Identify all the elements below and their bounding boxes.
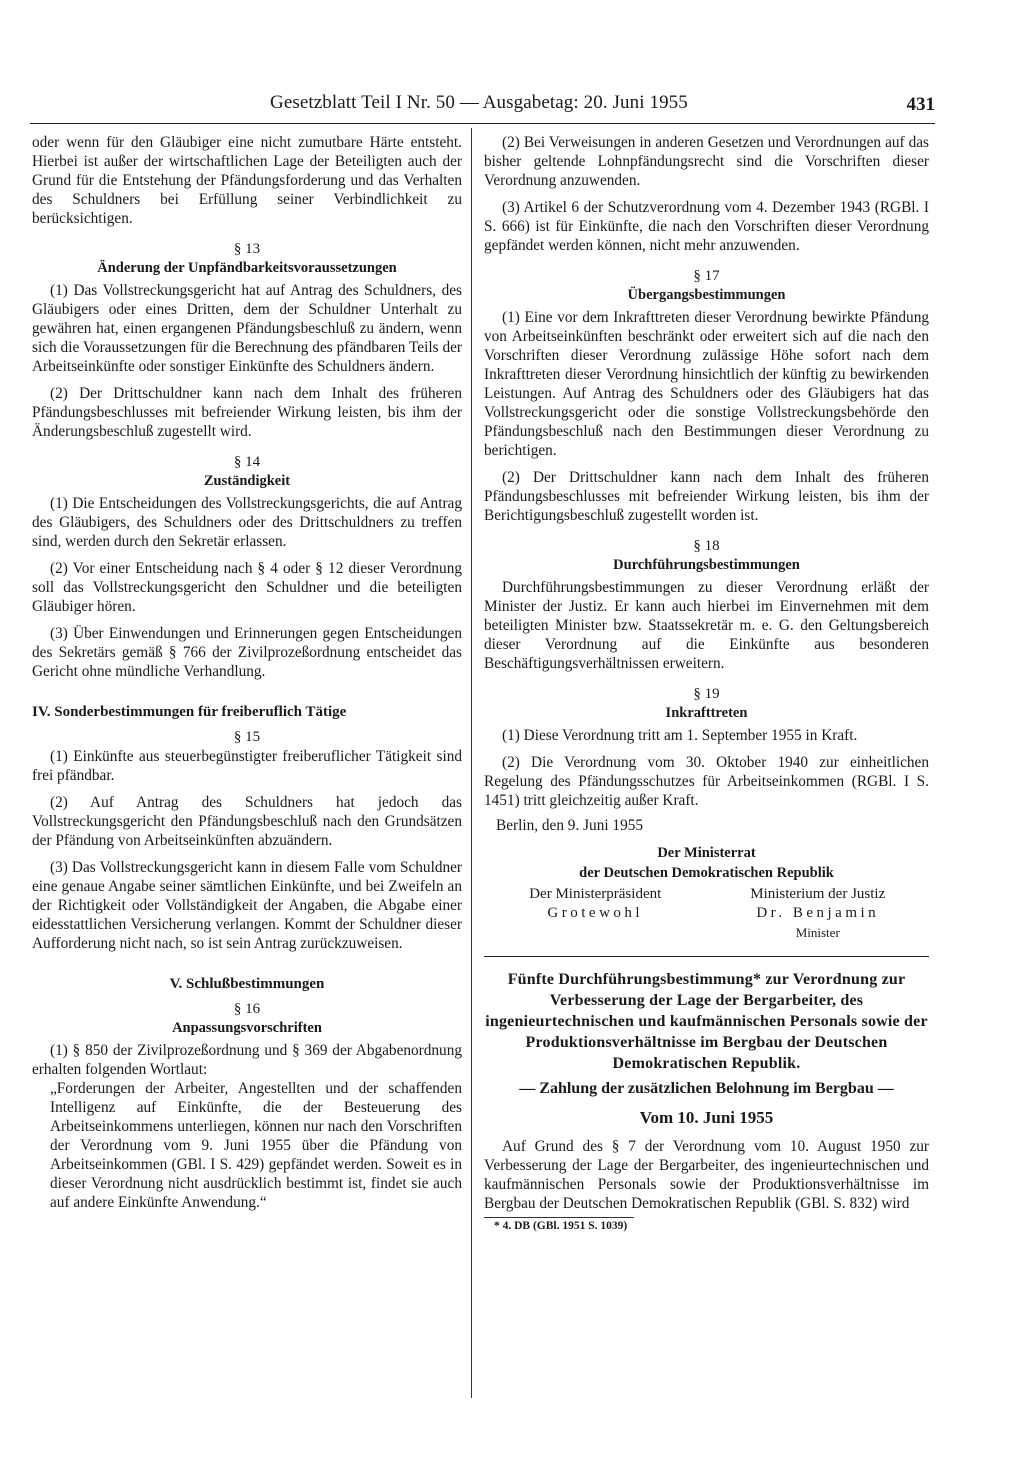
left-column bbox=[32, 133, 462, 1212]
section-17-paragraph-2: (2) Der Drittschuldner kann nach dem Inhalt des früheren Pfändungsbeschlusses mit befreiender Wirkung leisten, bis ihm der Berichtigungsbeschluß zugestellt worden ist. bbox=[484, 469, 929, 524]
header-title: Gesetzblatt Teil I Nr. 50 — Ausgabetag: 20. Juni 1955 bbox=[270, 92, 688, 113]
header-rule bbox=[30, 123, 935, 124]
signer-2-name: Dr. Benjamin bbox=[756, 905, 880, 921]
footnote: * 4. DB (GBl. 1951 S. 1039) bbox=[494, 1220, 628, 1232]
column-divider bbox=[471, 128, 472, 1398]
signer-justice-ministry bbox=[707, 885, 930, 942]
page-header bbox=[30, 90, 935, 124]
section-15-paragraph-2: (2) Auf Antrag des Schuldners hat jedoch das Vollstreckungsgericht den Pfändungsbeschluß nach den Grundsätzen der Pfändung von Arbeitseinkünften abzuändern. bbox=[32, 794, 462, 849]
section-18-number: § 18 bbox=[693, 538, 720, 554]
section-14-paragraph-1: (1) Die Entscheidungen des Vollstreckungsgerichts, die auf Antrag des Gläubigers, des Schuldners oder des Drittschuldners zu treffen sind, werden durch den Sekretär erlassen. bbox=[32, 495, 462, 550]
section-16-paragraph-2: (2) Bei Verweisungen in anderen Gesetzen und Verordnungen auf das bisher geltende Lohnpfändungsrecht sind die Vorschriften dieser Verordnung anzuwenden. bbox=[484, 134, 929, 189]
section-19-paragraph-1: (1) Diese Verordnung tritt am 1. September 1955 in Kraft. bbox=[502, 727, 858, 744]
section-13-paragraph-2: (2) Der Drittschuldner kann nach dem Inhalt des früheren Pfändungsbeschlusses mit befreiender Wirkung leisten, bis ihm der Änderungsbeschluß zugestellt wird. bbox=[32, 385, 462, 440]
part-5-title: V. Schlußbestimmungen bbox=[169, 976, 325, 992]
intro-paragraph: oder wenn für den Gläubiger eine nicht zumutbare Härte entsteht. Hierbei ist außer der wirtschaftlichen Lage der Beteiligten auch der Grund für die Entstehung der Pfändungsforderung und das Verhalten des Schuldners bei Erfüllung seiner Verbindlichkeit zu berücksichtigen. bbox=[32, 134, 462, 227]
section-13-paragraph-1: (1) Das Vollstreckungsgericht hat auf Antrag des Schuldners, des Gläubigers oder eines Dritten, dem der Schuldner Unterhalt zu gewähren hat, einen ergangenen Pfändungsbeschluß zu ändern, wenn sich die Voraussetzungen für die Berechnung des pfändbaren Teils der Arbeitseinkünfte oder sonstiger Einkünfte des Schuldners ändern. bbox=[32, 282, 462, 375]
council-heading bbox=[484, 843, 929, 883]
section-rule bbox=[484, 956, 929, 957]
part-4-title: IV. Sonderbestimmungen für freiberuflich Tätige bbox=[32, 704, 347, 720]
page-number: 431 bbox=[906, 94, 935, 115]
section-19-paragraph-2: (2) Die Verordnung vom 30. Oktober 1940 zur einheitlichen Regelung des Pfändungsschutzes für Arbeitseinkommen (RGBl. I S. 1451) tritt gleichzeitig außer Kraft. bbox=[484, 754, 929, 809]
section-13-number: § 13 bbox=[233, 241, 261, 257]
section-16-quote: „Forderungen der Arbeiter, Angestellten und der schaffenden Intelligenz auf Einkünfte, die der Besteuerung des Arbeitseinkommens unterliegen, können nur nach den Vorschriften der Verordnung vom 9. Juni 1955 über die Pfändung von Arbeitseinkommen (GBl. I S. 429) gepfändet werden. Soweit es in dieser Verordnung nicht ausdrücklich bestimmt ist, findet sie auch auf andere Einkünfte Anwendung.“ bbox=[50, 1080, 462, 1211]
section-19-number: § 19 bbox=[693, 686, 720, 702]
section-17-paragraph-1: (1) Eine vor dem Inkrafttreten dieser Verordnung bewirkte Pfändung von Arbeitseinkünften beschränkt oder erweitert sich auf die nach den Vorschriften dieser Verordnung zulässige Höhe sofort nach dem Inkrafttreten dieser Verordnung hinsichtlich der künftig zu bewirkenden Leistungen. Auf Antrag des Schuldners oder des Gläubigers hat das Vollstreckungsgericht oder die sonstige Vollstreckungsbehörde den Pfändungsbeschluß nach den Bestimmungen dieser Verordnung zu berichtigen. bbox=[484, 309, 929, 459]
section-14-title: Zuständigkeit bbox=[203, 473, 291, 489]
decree-subtitle: — Zahlung der zusätzlichen Belohnung im Bergbau — bbox=[519, 1080, 894, 1097]
signer-2-role: Ministerium der Justiz bbox=[750, 886, 886, 902]
section-16-paragraph-3: (3) Artikel 6 der Schutzverordnung vom 4. Dezember 1943 (RGBl. I S. 666) ist für Einkünfte, die nach den Vorschriften dieser Verordnung gepfändet werden können, nicht mehr anzuwenden. bbox=[484, 199, 929, 254]
section-16-title: Anpassungsvorschriften bbox=[172, 1020, 322, 1036]
place-date: Berlin, den 9. Juni 1955 bbox=[496, 817, 644, 834]
decree-date: Vom 10. Juni 1955 bbox=[639, 1108, 774, 1127]
section-17-number: § 17 bbox=[693, 268, 720, 284]
section-18-paragraph-1: Durchführungsbestimmungen zu dieser Verordnung erläßt der Minister der Justiz. Er kann auch hierbei im Einvernehmen mit dem beteiligten Minister bzw. Staatssekretär m. e. G. den Geltungsbereich dieser Verordnung auf die Einkünfte aus besonderen Beschäftigungsverhältnissen erweitern. bbox=[484, 579, 929, 672]
section-16-number: § 16 bbox=[233, 1001, 261, 1017]
signer-1-role: Der Ministerpräsident bbox=[529, 886, 662, 902]
council-line-1: Der Ministerrat bbox=[657, 845, 756, 861]
section-14-paragraph-2: (2) Vor einer Entscheidung nach § 4 oder § 12 dieser Verordnung soll das Vollstreckungsgericht den Schuldner und die beteiligten Gläubiger hören. bbox=[32, 560, 462, 615]
section-19-title: Inkrafttreten bbox=[665, 705, 748, 721]
section-14-number: § 14 bbox=[233, 454, 261, 470]
section-14-paragraph-3: (3) Über Einwendungen und Erinnerungen gegen Entscheidungen des Sekretärs gemäß § 766 der Zivilprozeßordnung entscheidet das Gericht ohne mündliche Verhandlung. bbox=[32, 625, 462, 680]
signer-1-name: Grotewohl bbox=[547, 905, 644, 921]
section-13-title: Änderung der Unpfändbarkeitsvoraussetzungen bbox=[97, 260, 397, 276]
section-15-number: § 15 bbox=[233, 729, 261, 745]
section-15-paragraph-3: (3) Das Vollstreckungsgericht kann in diesem Falle vom Schuldner eine genaue Angabe seiner sämtlichen Einkünfte, und bei Zweifeln an der Richtigkeit oder Vollständigkeit der Angaben, die Abgabe einer eidesstattlichen Versicherung verlangen. Kommt der Schuldner dieser Aufforderung nicht nach, so ist sein Antrag zurückzuweisen. bbox=[32, 859, 462, 952]
right-column bbox=[484, 133, 929, 1234]
section-18-title: Durchführungsbestimmungen bbox=[613, 557, 800, 573]
council-line-2: der Deutschen Demokratischen Republik bbox=[579, 865, 834, 881]
section-16-paragraph-1: (1) § 850 der Zivilprozeßordnung und § 369 der Abgabenordnung erhalten folgenden Wortlaut: bbox=[32, 1042, 462, 1078]
signatures bbox=[484, 885, 929, 942]
signer-2-title: Minister bbox=[795, 925, 840, 940]
section-17-title: Übergangsbestimmungen bbox=[627, 287, 786, 303]
decree-title: Fünfte Durchführungsbestimmung* zur Verordnung zur Verbesserung der Lage der Bergarbeiter, des ingenieurtechnischen und kaufmännischen Personals sowie der Produktionsverhältnisse im Bergbau der Deutschen Demokratischen Republik. bbox=[485, 971, 928, 1072]
signer-prime-minister bbox=[484, 885, 707, 942]
section-15-paragraph-1: (1) Einkünfte aus steuerbegünstigter freiberuflicher Tätigkeit sind frei pfändbar. bbox=[32, 748, 462, 784]
decree-paragraph-1: Auf Grund des § 7 der Verordnung vom 10. August 1950 zur Verbesserung der Lage der Bergarbeiter, des ingenieurtechnischen und kaufmännischen Personals sowie der Produktionsverhältnisse im Bergbau der Deutschen Demokratischen Republik (GBl. S. 832) wird bbox=[484, 1138, 929, 1212]
